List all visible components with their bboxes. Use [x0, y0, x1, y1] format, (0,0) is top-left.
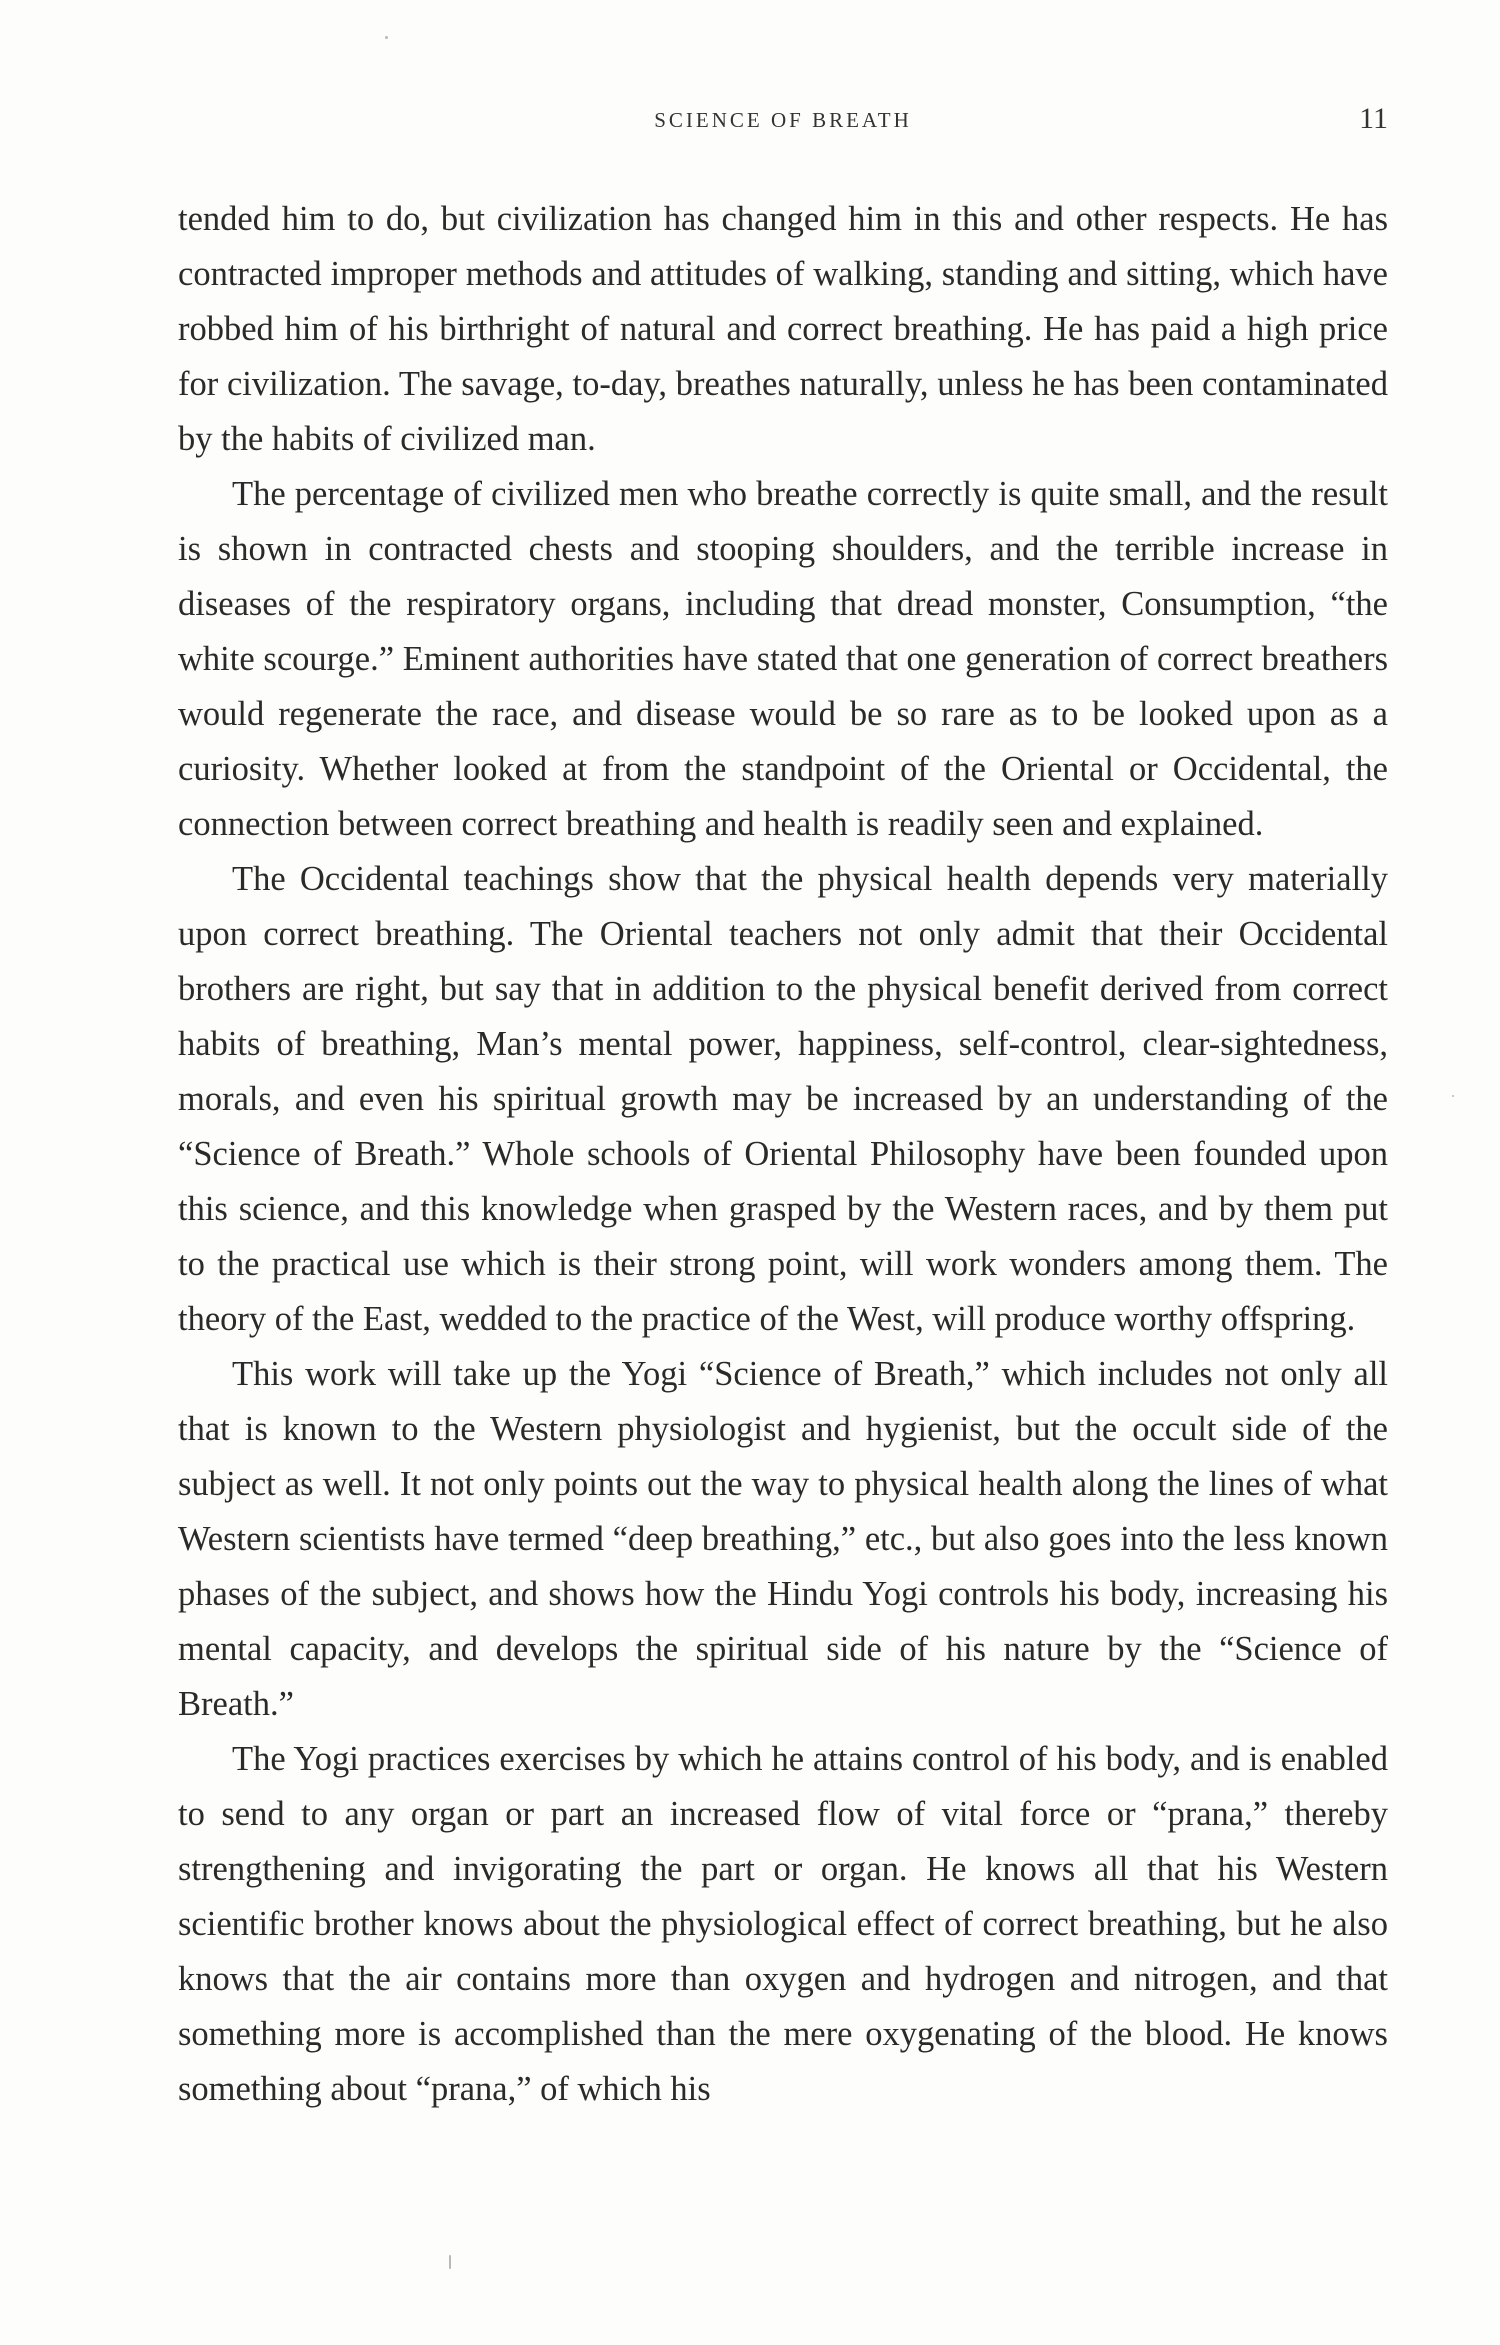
scan-speck	[449, 2255, 451, 2269]
body-text	[178, 192, 1388, 2117]
scan-speck	[1452, 1095, 1454, 1097]
paragraph: The percentage of civilized men who breathe correctly is quite small, and the result is shown in contracted chests and stooping shoulders, and the terrible increase in diseases of the respiratory organs, including that dread monster, Consumption, “the white scourge.” Eminent authorities have stated that one generation of correct breathers would regenerate the race, and disease would be so rare as to be looked upon as a curiosity. Whether looked at from the standpoint of the Oriental or Occidental, the connection between correct breathing and health is readily seen and explained.	[178, 475, 1388, 843]
scan-speck	[385, 36, 388, 39]
paragraph: The Occidental teachings show that the physical health depends very materially upon correct breathing. The Oriental teachers not only admit that their Occidental brothers are right, but say that in addition to the physical benefit derived from correct habits of breathing, Man’s mental power, happiness, self-control, clear-sightedness, morals, and even his spiritual growth may be increased by an understanding of the “Science of Breath.” Whole schools of Oriental Philosophy have been founded upon this science, and this knowledge when grasped by the Western races, and by them put to the practical use which is their strong point, will work wonders among them. The theory of the East, wedded to the practice of the West, will produce worthy offspring.	[178, 860, 1388, 1338]
running-head	[178, 102, 1388, 142]
page-number: 11	[1359, 102, 1388, 135]
paragraph: The Yogi practices exercises by which he attains control of his body, and is enabled to send to any organ or part an increased flow of vital force or “prana,” thereby strengthening and invigorating the part or organ. He knows all that his Western scientific brother knows about the physiological effect of correct breathing, but he also knows that the air contains more than oxygen and hydrogen and nitrogen, and that something more is accomplished than the mere oxygenating of the blood. He knows something about “prana,” of which his	[178, 1740, 1388, 2108]
running-title: SCIENCE OF BREATH	[654, 108, 912, 132]
paragraph: This work will take up the Yogi “Science of Breath,” which includes not only all that is known to the Western physiologist and hygienist, but the occult side of the subject as well. It not only points out the way to physical health along the lines of what Western scientists have termed “deep breathing,” etc., but also goes into the less known phases of the subject, and shows how the Hindu Yogi controls his body, increasing his mental capacity, and develops the spiritual side of his nature by the “Science of Breath.”	[178, 1355, 1388, 1723]
paragraph-continued: tended him to do, but civilization has changed him in this and other respects. He has contracted improper methods and attitudes of walking, standing and sitting, which have robbed him of his birthright of natural and correct breathing. He has paid a high price for civilization. The savage, to-day, breathes naturally, unless he has been contaminated by the habits of civilized man.	[178, 200, 1388, 458]
